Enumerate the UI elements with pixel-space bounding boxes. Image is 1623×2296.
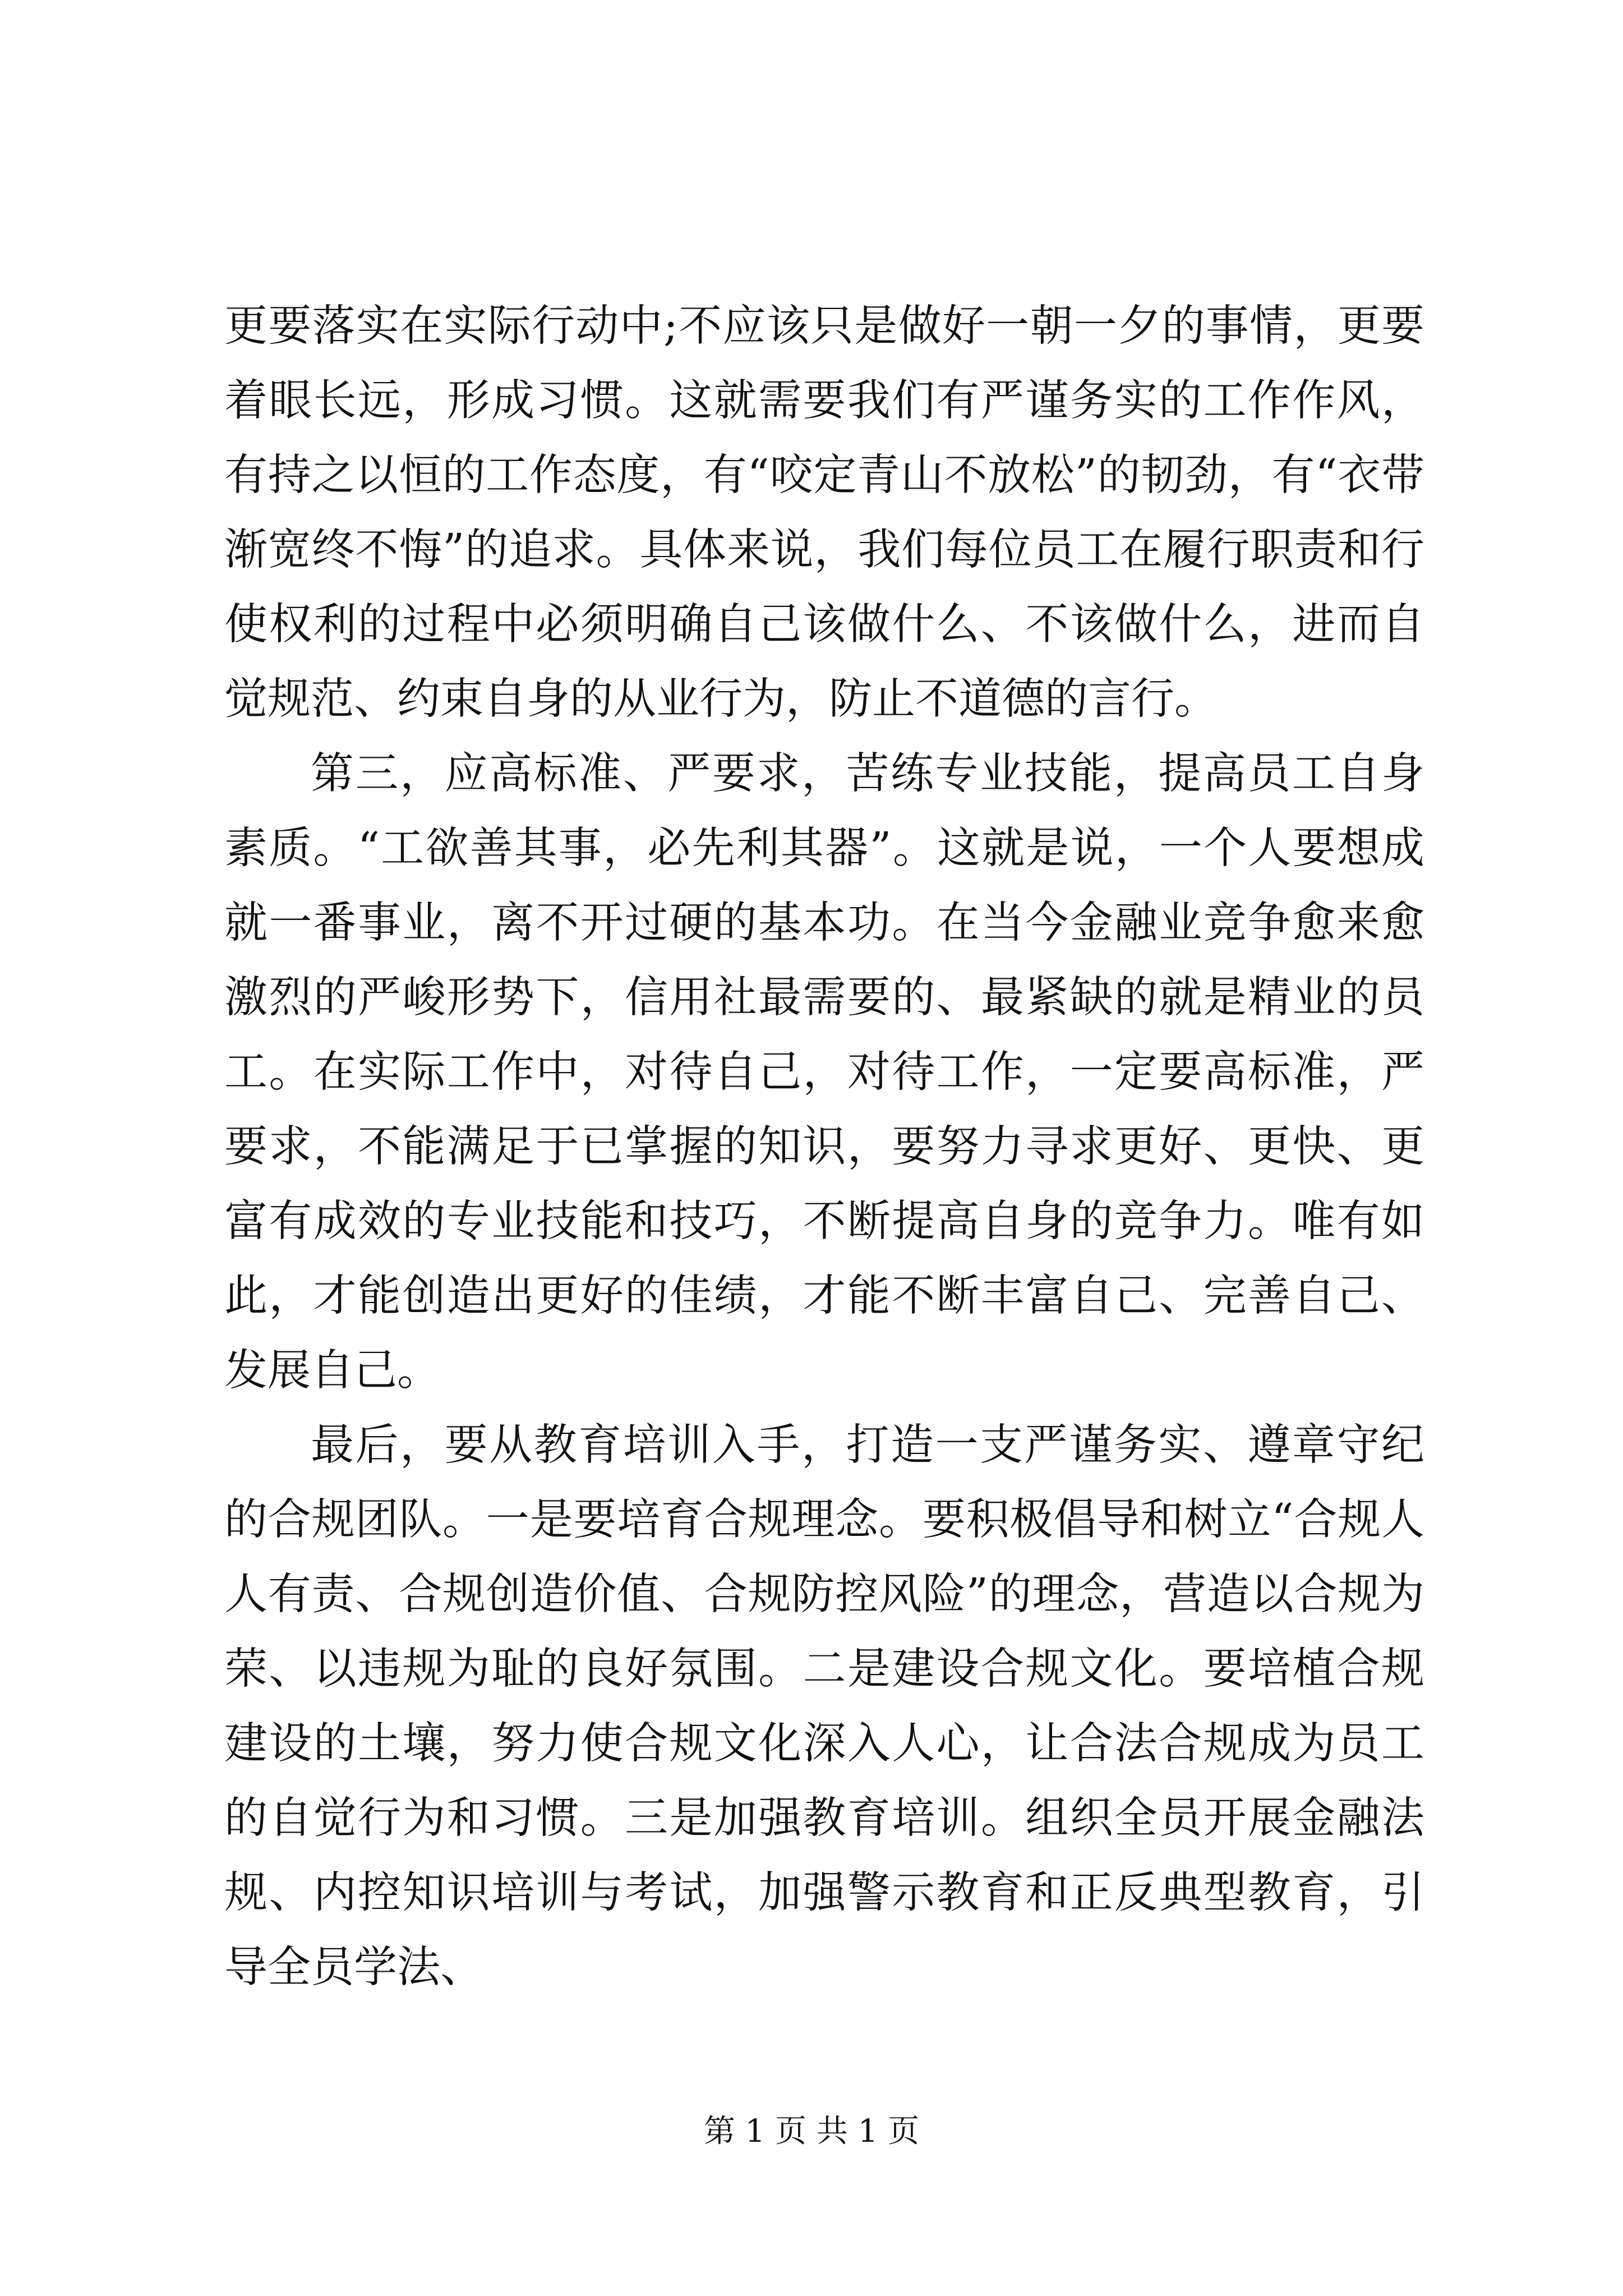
paragraph-1: 更要落实在实际行动中;不应该只是做好一朝一夕的事情，更要着眼长远，形成习惯。这就需要我们有严谨务实的工作作风，有持之以恒的工作态度，有“咬定青山不放松”的韧劲，有“衣带渐宽终不悔”的追求。具体来说，我们每位员工在履行职责和行使权利的过程中必须明确自己该做什么、不该做什么，进而自觉规范、约束自身的从业行为，防止不道德的言行。 (224, 301, 1424, 724)
page-footer: 第 1 页 共 1 页 (703, 2113, 920, 2150)
body-text (224, 289, 1424, 2005)
paragraph-3: 最后，要从教育培训入手，打造一支严谨务实、遵章守纪的合规团队。一是要培育合规理念。要积极倡导和树立“合规人人有责、合规创造价值、合规防控风险”的理念，营造以合规为荣、以违规为耻的良好氛围。二是建设合规文化。要培植合规建设的土壤，努力使合规文化深入人心，让合法合规成为员工的自觉行为和习惯。三是加强教育培训。组织全员开展金融法规、内控知识培训与考试，加强警示教育和正反典型教育，引导全员学法、 (224, 1420, 1424, 1993)
paragraph-2: 第三，应高标准、严要求，苦练专业技能，提高员工自身素质。“工欲善其事，必先利其器”。这就是说，一个人要想成就一番事业，离不开过硬的基本功。在当今金融业竞争愈来愈激烈的严峻形势下，信用社最需要的、最紧缺的就是精业的员工。在实际工作中，对待自己，对待工作，一定要高标准，严要求，不能满足于已掌握的知识，要努力寻求更好、更快、更富有成效的专业技能和技巧，不断提高自身的竞争力。唯有如此，才能创造出更好的佳绩，才能不断丰富自己、完善自己、发展自己。 (224, 749, 1424, 1396)
